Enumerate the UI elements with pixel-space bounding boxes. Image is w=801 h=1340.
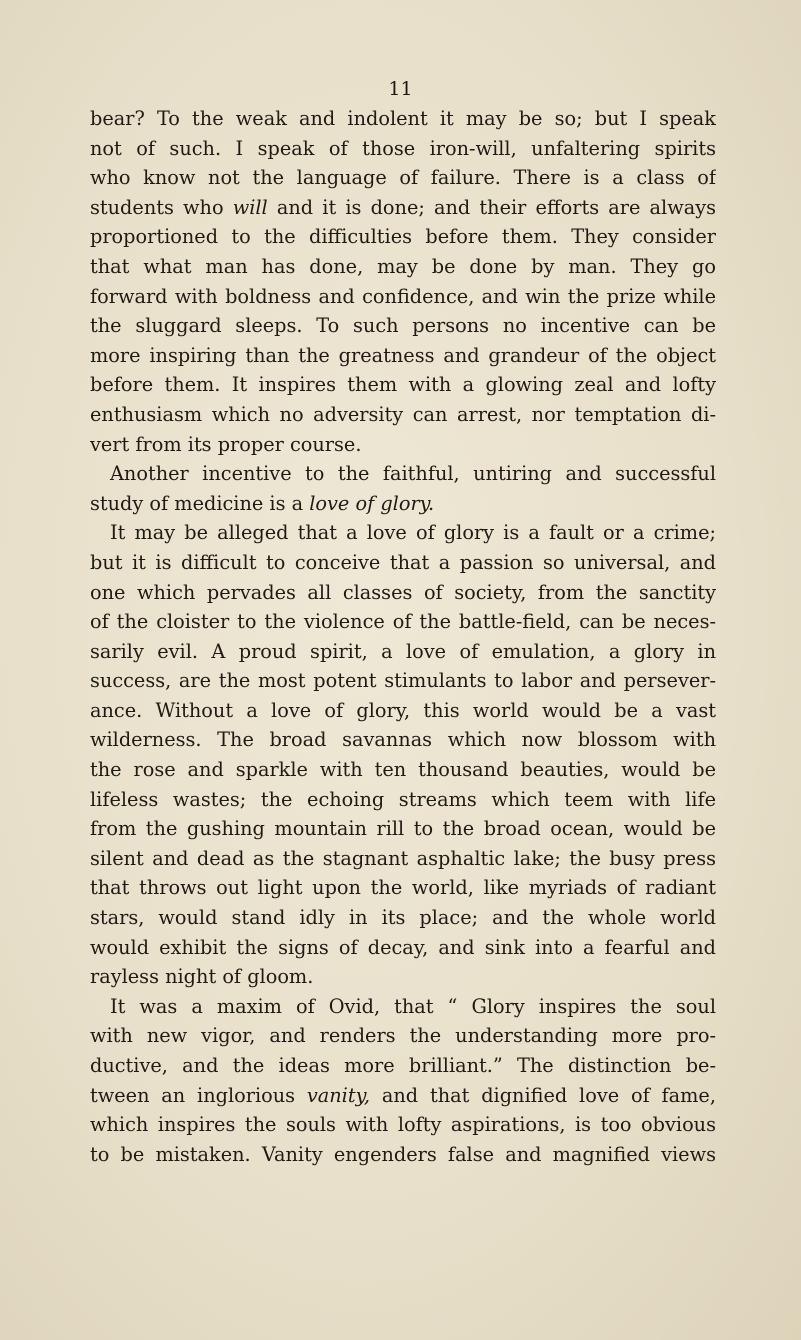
- text-line: which inspires the souls with lofty aspirations, is too obvious: [90, 1113, 716, 1137]
- text-line: students who will and it is done; and their efforts are always: [90, 195, 716, 219]
- text-line: ance. Without a love of glory, this world would be a vast: [90, 698, 716, 722]
- text-line: bear? To the weak and indolent it may be so; but I speak: [90, 107, 716, 130]
- text-line: more inspiring than the greatness and grandeur of the object: [90, 343, 716, 367]
- italic-phrase: will: [232, 195, 268, 219]
- text-line: success, are the most potent stimulants to labor and persever-: [90, 669, 716, 693]
- text-line: not of such. I speak of those iron-will, unfaltering spirits: [90, 136, 716, 160]
- text-line: the rose and sparkle with ten thousand beauties, would be: [90, 758, 716, 782]
- text-line: with new vigor, and renders the understanding more pro-: [90, 1024, 716, 1048]
- italic-phrase: vanity,: [306, 1083, 371, 1107]
- text-line: but it is difficult to conceive that a passion so universal, and: [90, 550, 716, 574]
- text-line: It may be alleged that a love of glory is a fault or a crime;: [110, 521, 716, 545]
- page-number: 11: [388, 78, 413, 100]
- text-line: from the gushing mountain rill to the broad ocean, would be: [90, 817, 716, 841]
- text-line: wilderness. The broad savannas which now blossom with: [90, 728, 716, 752]
- text-line: one which pervades all classes of society, from the sanctity: [90, 580, 716, 604]
- text-line: that what man has done, may be done by man. They go: [90, 254, 716, 278]
- text-line: to be mistaken. Vanity engenders false and magnified views: [90, 1142, 716, 1166]
- text-line: who know not the language of failure. There is a class of: [90, 166, 716, 190]
- text-line: enthusiasm which no adversity can arrest, nor temptation di-: [90, 402, 716, 426]
- text-line: silent and dead as the stagnant asphaltic lake; the busy press: [90, 846, 716, 870]
- text-line: It was a maxim of Ovid, that “ Glory inspires the soul: [110, 994, 716, 1018]
- text-line: would exhibit the signs of decay, and sink into a fearful and: [90, 935, 716, 959]
- text-line: proportioned to the difficulties before them. They consider: [90, 225, 716, 249]
- text-line: rayless night of gloom.: [90, 965, 314, 989]
- text-line: vert from its proper course.: [90, 432, 362, 456]
- body-text: [90, 104, 716, 1169]
- text-line: stars, would stand idly in its place; and the whole world: [90, 906, 716, 930]
- text-line: lifeless wastes; the echoing streams which teem with life: [90, 787, 716, 811]
- text-line: forward with boldness and confidence, and win the prize while: [90, 284, 716, 308]
- text-line: sarily evil. A proud spirit, a love of emulation, a glory in: [90, 639, 716, 663]
- text-line: ductive, and the ideas more brilliant.” The distinction be-: [90, 1054, 716, 1077]
- text-line: of the cloister to the violence of the battle-field, can be neces-: [90, 610, 716, 634]
- text-line: before them. It inspires them with a glowing zeal and lofty: [90, 373, 716, 397]
- text-line: that throws out light upon the world, like myriads of radiant: [90, 876, 716, 900]
- text-line: Another incentive to the faithful, untiring and successful: [110, 462, 716, 486]
- italic-phrase: love of glory.: [309, 491, 435, 515]
- text-line: tween an inglorious vanity, and that dignified love of fame,: [90, 1083, 716, 1107]
- text-line: study of medicine is a love of glory.: [90, 491, 435, 515]
- text-line: the sluggard sleeps. To such persons no incentive can be: [90, 314, 716, 338]
